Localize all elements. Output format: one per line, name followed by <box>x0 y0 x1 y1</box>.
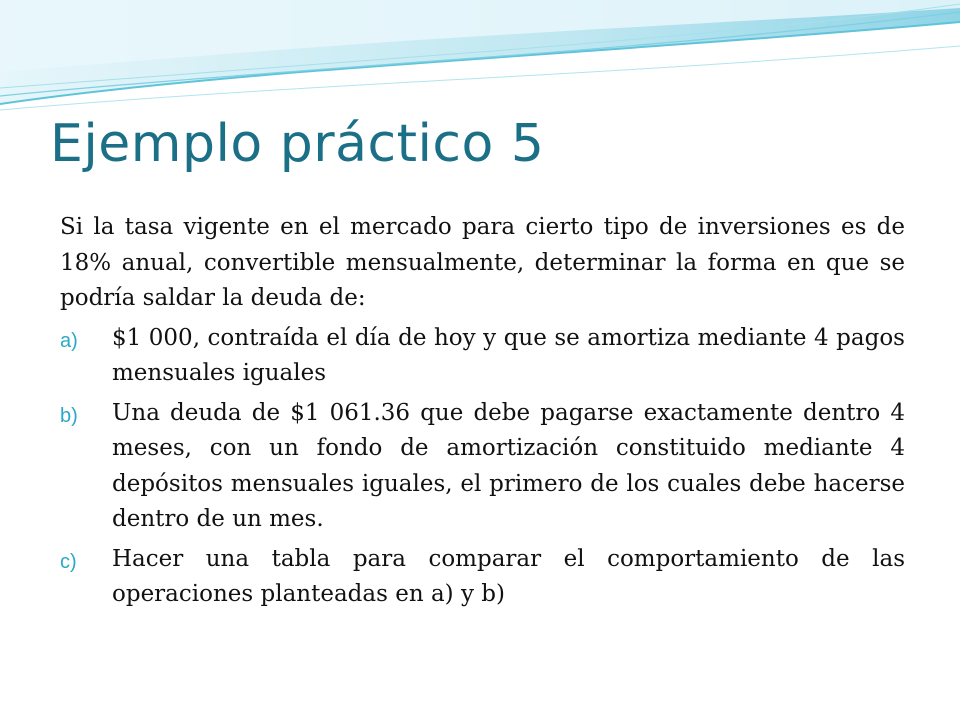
list-marker: b) <box>60 404 78 427</box>
list-item-text: $1 000, contraída el día de hoy y que se amortiza mediante 4 pagos mensuales iguales <box>112 324 905 386</box>
list-marker: c) <box>60 550 77 573</box>
slide-title: Ejemplo práctico 5 <box>50 114 545 174</box>
list-marker: a) <box>60 329 78 352</box>
problem-list <box>60 321 905 613</box>
slide-body <box>60 210 905 617</box>
list-item-b <box>60 396 905 538</box>
intro-paragraph: Si la tasa vigente en el mercado para cierto tipo de inversiones es de 18% anual, convertible mensualmente, determinar la forma en que se podría saldar la deuda de: <box>60 214 905 311</box>
list-item-a <box>60 321 905 392</box>
header-wave-decoration <box>0 0 960 120</box>
list-item-text: Una deuda de $1 061.36 que debe pagarse exactamente dentro 4 meses, con un fondo de amortización constituido mediante 4 depósitos mensuales iguales, el primero de los cuales debe hacerse dentro de un mes. <box>112 399 905 532</box>
list-item-c <box>60 542 905 613</box>
list-item-text: Hacer una tabla para comparar el comportamiento de las operaciones planteadas en a) y b) <box>112 545 905 607</box>
